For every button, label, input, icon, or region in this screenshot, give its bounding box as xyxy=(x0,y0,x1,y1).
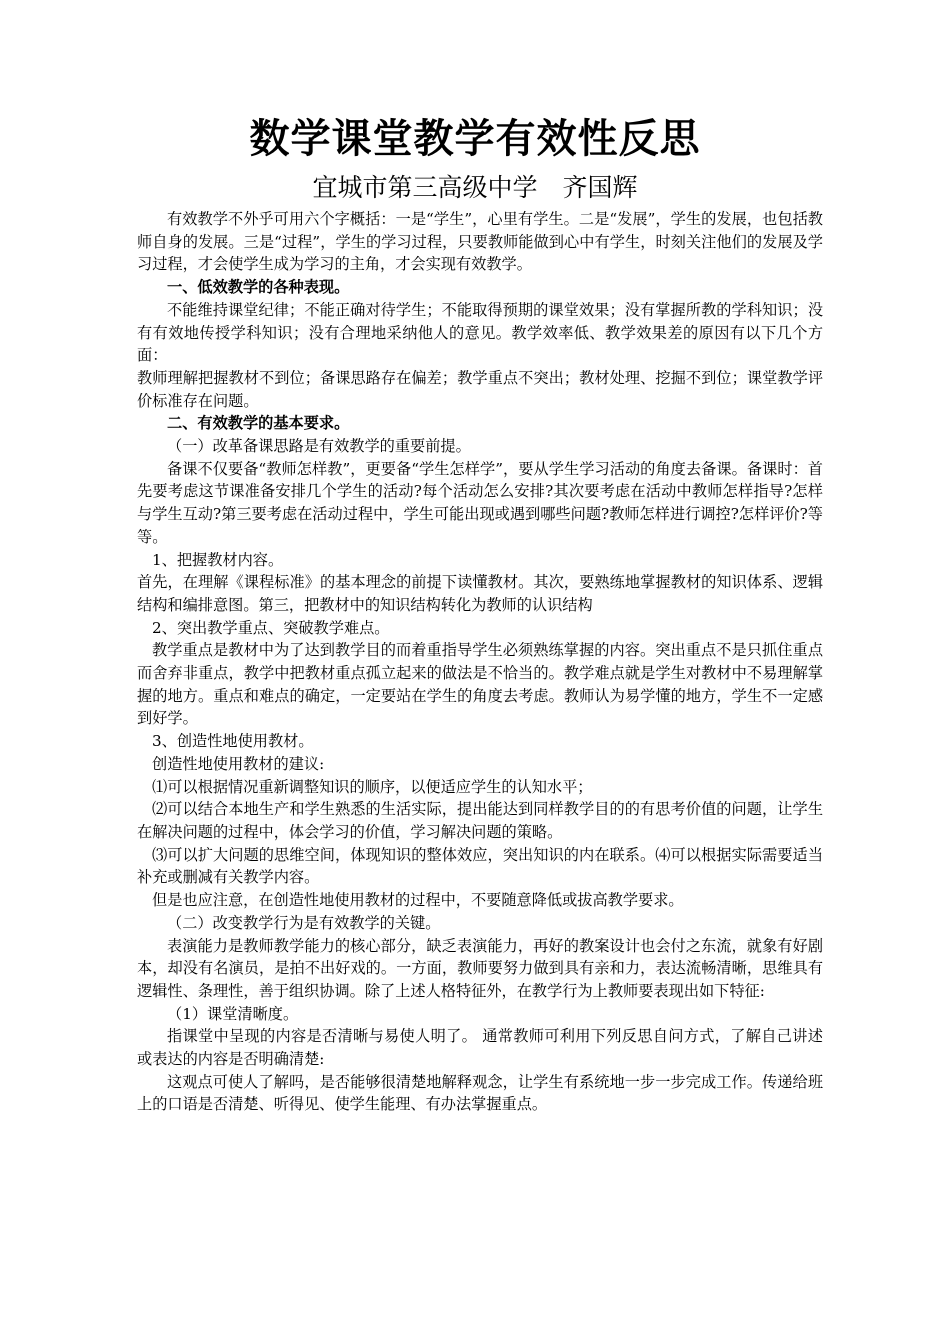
suggestion-item-2: ⑵可以结合本地生产和学生熟悉的生活实际，提出能达到同样教学目的的有思考价值的问题，让学生在解决问题的过程中，体会学习的价值，学习解决问题的策略。 xyxy=(137,800,823,841)
document-title: 数学课堂教学有效性反思 xyxy=(249,115,701,162)
paragraph: 首先，在理解《课程标准》的基本理念的前提下读懂教材。其次，要熟练地掌握教材的知识体系、逻辑结构和编排意图。第三，把教材中的知识结构转化为教师的认识结构 xyxy=(137,573,823,614)
paragraph: 教学重点是教材中为了达到教学目的而着重指导学生必须熟练掌握的内容。突出重点不是只抓住重点而舍弃非重点，教学中把教材重点孤立起来的做法是不恰当的。教学难点就是学生对教材中不易理解掌握的地方。重点和难点的确定，一定要站在学生的角度去考虑。教师认为易学懂的地方，学生不一定感到好学。 xyxy=(137,641,823,728)
list-heading-3: 3、创造性地使用教材。 xyxy=(152,732,314,751)
paragraph: 表演能力是教师教学能力的核心部分，缺乏表演能力，再好的教案设计也会付之东流，就象有好剧本，却没有名演员，是拍不出好戏的。一方面，教师要努力做到具有亲和力，表达流畅清晰，思维具有逻辑性、条理性，善于组织协调。除了上述人格特征外，在教学行为上教师要表现出如下特征: xyxy=(137,936,823,1000)
subsection-heading-1: （一）改革备课思路是有效教学的重要前提。 xyxy=(167,437,471,456)
paragraph: 但是也应注意，在创造性地使用教材的过程中，不要随意降低或拔高教学要求。 xyxy=(152,891,684,910)
section-heading-1: 一、低效教学的各种表现。 xyxy=(167,278,350,297)
list-heading-2: 2、突出教学重点、突破教学难点。 xyxy=(152,618,390,637)
paragraph: 不能维持课堂纪律；不能正确对待学生；不能取得预期的课堂效果；没有掌握所教的学科知识；没有有效地传授学科知识；没有合理地采纳他人的意见。教学效率低、教学效果差的原因有以下几个方面： xyxy=(137,300,823,365)
paragraph: 指课堂中呈现的内容是否清晰与易使人明了。 通常教师可利用下列反思自问方式，了解自己讲述或表达的内容是否明确清楚: xyxy=(137,1027,823,1069)
paragraph: 创造性地使用教材的建议: xyxy=(152,754,325,773)
subsection-heading-3: （1）课堂清晰度。 xyxy=(167,1004,299,1023)
suggestion-item-1: ⑴可以根据情况重新调整知识的顺序，以便适应学生的认知水平； xyxy=(152,777,593,796)
subsection-heading-2: （二）改变教学行为是有效教学的关键。 xyxy=(167,913,441,932)
section-heading-2: 二、有效教学的基本要求。 xyxy=(167,414,350,433)
author-line: 宜城市第三高级中学 齐国辉 xyxy=(312,173,638,202)
list-heading-1: 1、把握教材内容。 xyxy=(152,550,284,569)
paragraph: 教师理解把握教材不到位；备课思路存在偏差；教学重点不突出；教材处理、挖掘不到位；课堂教学评价标准存在问题。 xyxy=(137,368,823,410)
paragraph: 备课不仅要备“教师怎样教”，更要备“学生怎样学”，要从学生学习活动的角度去备课。备课时：首先要考虑这节课准备安排几个学生的活动?每个活动怎么安排?其次要考虑在活动中教师怎样指导?怎样与学生互动?第三要考虑在活动过程中，学生可能出现或遇到哪些问题?教师怎样进行调控?怎样评价?等等。 xyxy=(137,459,823,546)
suggestion-item-3: ⑶可以扩大问题的思维空间，体现知识的整体效应，突出知识的内在联系。⑷可以根据实际需要适当补充或删减有关教学内容。 xyxy=(137,845,823,887)
paragraph-intro: 有效教学不外乎可用六个字概括：一是“学生”，心里有学生。二是“发展”，学生的发展，也包括教师自身的发展。三是“过程”，学生的学习过程，只要教师能做到心中有学生，时刻关注他们的发展及学习过程，才会使学生成为学习的主角，才会实现有效教学。 xyxy=(137,210,823,274)
document-body xyxy=(137,208,823,1116)
paragraph: 这观点可使人了解吗，是否能够很清楚地解释观念，让学生有系统地一步一步完成工作。传递给班上的口语是否清楚、听得见、使学生能理、有办法掌握重点。 xyxy=(137,1072,823,1114)
